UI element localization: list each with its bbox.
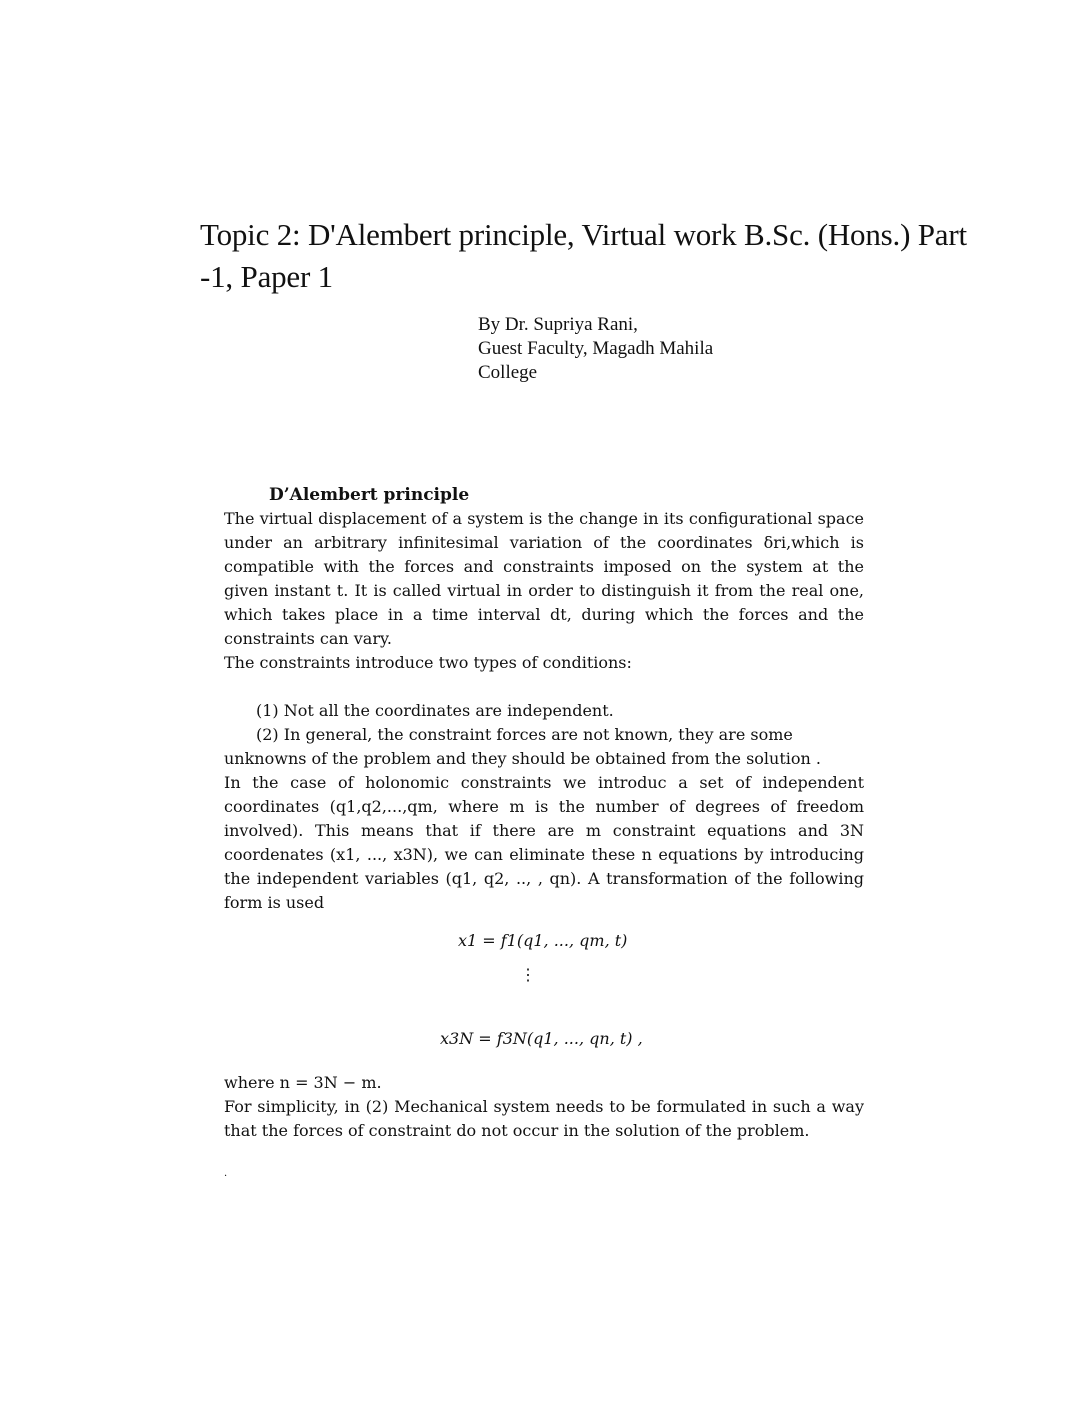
trailing-mark: · — [224, 1171, 228, 1182]
paragraph-simplicity: For simplicity, in (2) Mechanical system needs to be formulated in such a way that the forces of constraint do not occur in the solution of the problem. — [224, 1097, 864, 1140]
author-affiliation: Guest Faculty, Magadh Mahila — [478, 338, 714, 359]
document-body — [224, 483, 864, 1143]
spacer — [224, 675, 864, 699]
paragraph-virtual-displacement: The virtual displacement of a system is the change in its configurational space under an arbitrary infinitesimal variation of the coordinates δri,which is compatible with the forces and constraints imposed on the system at the given instant t. It is called virtual in order to distinguish it from the real one, which takes place in a time interval dt, during which the forces and the constraints can vary. — [224, 509, 864, 648]
equation-x1: x1 = f1(q1, ..., qm, t) — [458, 931, 628, 950]
document-title: Topic 2: D'Alembert principle, Virtual work B.Sc. (Hons.) Part -1, Paper 1 — [200, 217, 967, 294]
paragraph-holonomic-constraints: In the case of holonomic constraints we introduc a set of independent coordinates (q1,q2,...,qm, where m is the number of degrees of freedom involved). This means that if there are m constraint equations and 3N coordenates (x1, ..., x3N), we can eliminate these n equations by introducing the independent variables (q1, q2, .., , qn). A transformation of the following form is used — [224, 773, 864, 912]
vertical-ellipsis: ⋮ — [520, 965, 536, 984]
author-name: By Dr. Supriya Rani, — [478, 314, 638, 335]
equation-x3n: x3N = f3N(q1, ..., qn, t) , — [440, 1029, 643, 1048]
paragraph-constraint-conditions: The constraints introduce two types of conditions: — [224, 653, 632, 672]
author-block — [478, 313, 778, 385]
where-line: where n = 3N − m. — [224, 1073, 382, 1092]
author-affiliation-cont: College — [478, 362, 538, 383]
equation-block — [224, 915, 864, 1071]
list-item-independent-coordinates: (1) Not all the coordinates are independent. — [256, 701, 614, 720]
list-item-constraint-forces: (2) In general, the constraint forces are not known, they are some unknowns of the problem and they should be obtained from the solution . — [224, 725, 822, 768]
section-heading: D’Alembert principle — [269, 485, 470, 505]
